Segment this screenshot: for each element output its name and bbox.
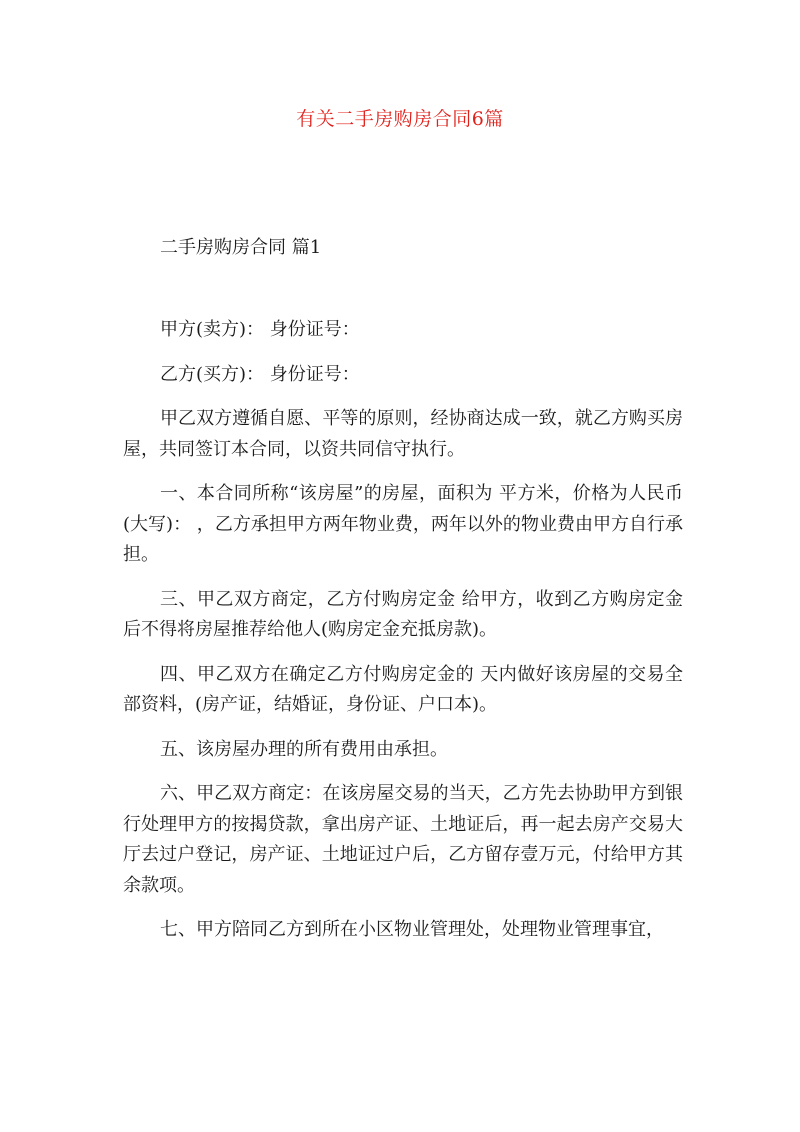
document-body <box>123 315 683 960</box>
party-a-line: 甲方(卖方)： 身份证号： <box>160 319 360 340</box>
clause-5: 五、该房屋办理的所有费用由承担。 <box>160 738 448 760</box>
document-title: 有关二手房购房合同6篇 <box>296 108 504 130</box>
clause-3: 三、甲乙双方商定，乙方付购房定金 给甲方，收到乙方购房定金后不得将房屋推荐给他人(购房定金充抵房款)。 <box>123 588 683 640</box>
paragraph-preamble: 甲乙双方遵循自愿、平等的原则，经协商达成一致，就乙方购买房屋，共同签订本合同，以资共同信守执行。 <box>123 408 683 460</box>
party-b-line: 乙方(买方)： 身份证号： <box>160 363 360 385</box>
clause-1: 一、本合同所称“该房屋”的房屋，面积为 平方米，价格为人民币(大写)： ，乙方承担甲方两年物业费，两年以外的物业费由甲方自行承担。 <box>123 483 683 565</box>
clause-4: 四、甲乙双方在确定乙方付购房定金的 天内做好该房屋的交易全部资料，(房产证，结婚证，身份证、户口本)。 <box>123 663 683 715</box>
clause-6: 六、甲乙双方商定：在该房屋交易的当天，乙方先去协助甲方到银行处理甲方的按揭贷款，拿出房产证、土地证后，再一起去房产交易大厅去过户登记，房产证、土地证过户后，乙方留存壹万元，付给甲方其余款项。 <box>123 783 683 896</box>
section-heading: 二手房购房合同 篇1 <box>160 237 322 258</box>
clause-7: 七、甲方陪同乙方到所在小区物业管理处，处理物业管理事宜， <box>160 919 664 940</box>
